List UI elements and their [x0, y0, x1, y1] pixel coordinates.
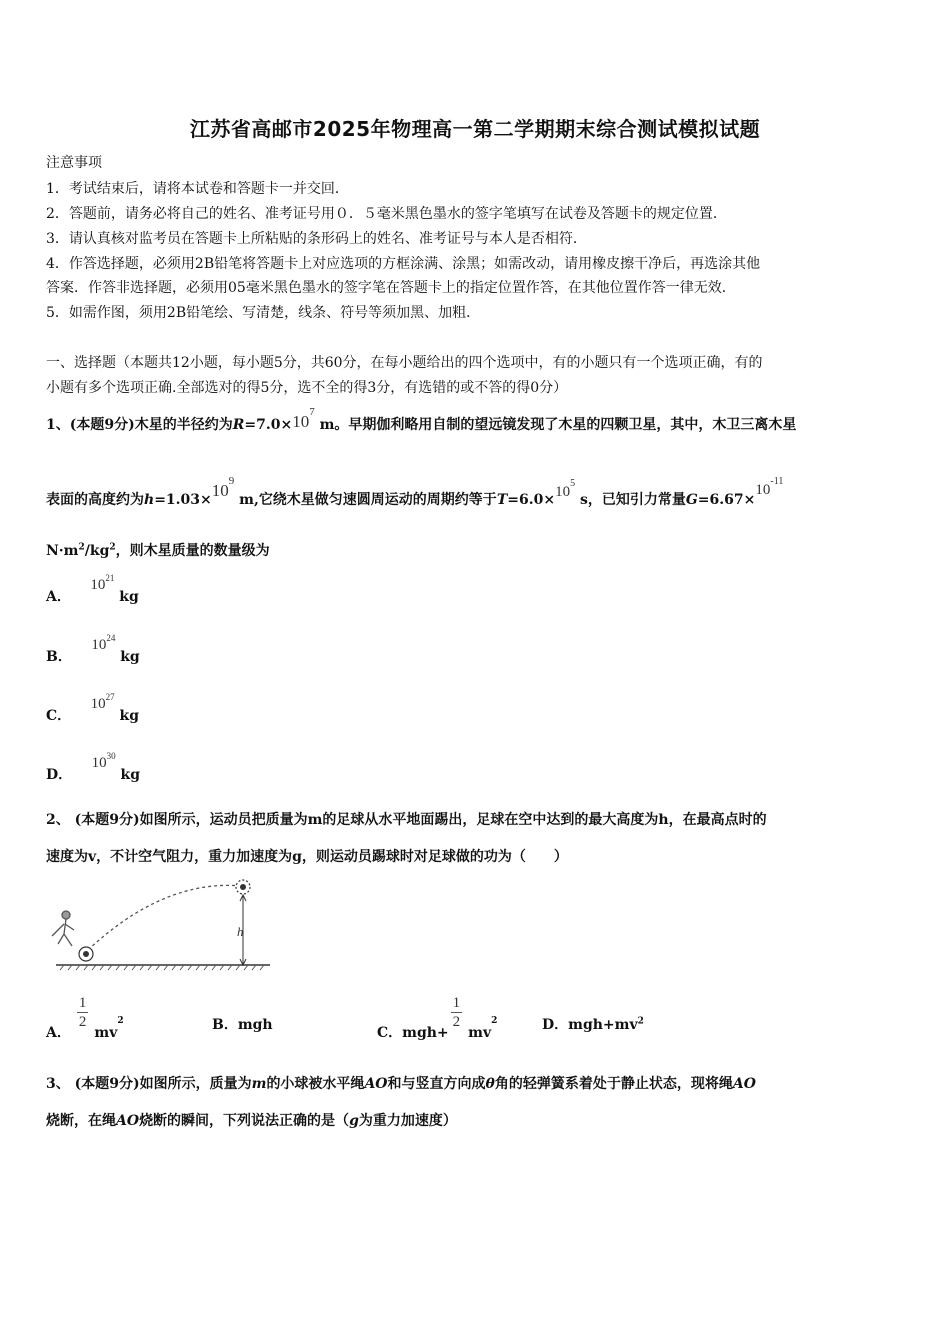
q2-option-d[interactable]: D．$mgh+mv^2$: [542, 1016, 644, 1033]
notice-item-3: 3．请认真核对监考员在答题卡上所粘贴的条形码上的姓名、准考证号与本人是否相符．: [46, 231, 587, 247]
height-label: h: [237, 924, 244, 939]
notice-item-5: 5．如需作图，须用2B铅笔绘、写清楚，线条、符号等须加黑、加粗．: [46, 305, 481, 321]
q1-option-a-base: 10: [90, 577, 106, 593]
q2-option-a[interactable]: A． $\frac{1}{2}$ $mv^2$: [46, 995, 124, 1041]
q1-option-b[interactable]: B． $10^{24}$ kg: [46, 633, 140, 665]
q2-line2: 速度为v，不计空气阻力，重力加速度为g，则运动员踢球时对足球做的功为（ ）: [46, 849, 568, 865]
q1-line2: 表面的高度约为$h=1.03\times 10^9$ m,它绕木星做匀速圆周运动的周期约等于$T=6.0\times 10^5$ s，已知引力常量$G=6.67\times 10^{-11}$: [46, 475, 784, 508]
section-header-line2: 小题有多个选项正确.全部选对的得5分，选不全的得3分，有选错的或不答的得0分）: [46, 380, 568, 396]
q1-line3: $N\cdot m^2/kg^2$，则木星质量的数量级为: [46, 542, 270, 559]
page-title: 江苏省高邮市2025年物理高一第二学期期末综合测试模拟试题: [189, 117, 761, 141]
q2-line1: 2、 (本题9分)如图所示，运动员把质量为m的足球从水平地面踢出，足球在空中达到的最大高度为h，在最高点时的: [46, 812, 767, 828]
notice-item-2: 2．答题前，请务必将自己的姓名、准考证号用０．５毫米黑色墨水的签字笔填写在试卷及答题卡的规定位置．: [46, 206, 727, 222]
q1-option-d[interactable]: D． $10^{30}$ kg: [46, 751, 141, 783]
q2-figure: [44, 874, 276, 974]
q1-option-c[interactable]: C． $10^{27}$ kg: [46, 692, 140, 724]
q3-line1: 3、 (本题9分)如图所示，质量为m的小球被水平绳AO和与竖直方向成θ角的轻弹簧系着处于静止状态，现将绳AO: [46, 1076, 756, 1092]
athlete-figure: [52, 911, 74, 946]
notice-heading: 注意事项: [46, 155, 102, 171]
q1-line1: 1、(本题9分)木星的半径约为$R=7.0\times 10^7$ m。早期伽利略用自制的望远镜发现了木星的四颗卫星，其中，木卫三离木星: [46, 406, 797, 433]
notice-item-4-cont: 答案．作答非选择题，必须用05毫米黑色墨水的签字笔在答题卡上的指定位置作答，在其他位置作答一律无效．: [46, 280, 736, 296]
notice-item-1: 1．考试结束后，请将本试卷和答题卡一并交回．: [46, 181, 349, 197]
section-header-line1: 一、选择题（本题共12小题，每小题5分，共60分，在每小题给出的四个选项中，有的小题只有一个选项正确，有的: [46, 355, 763, 371]
q1-option-a[interactable]: A． $10^{21}$ kg: [46, 573, 139, 605]
notice-item-4: 4．作答选择题，必须用2B铅笔将答题卡上对应选项的方框涂满、涂黑；如需改动，请用橡皮擦干净后，再选涂其他: [46, 256, 761, 272]
q3-line2: 烧断，在绳AO烧断的瞬间，下列说法正确的是（g为重力加速度）: [46, 1113, 457, 1129]
q2-option-c[interactable]: C．mgh+ $\frac{1}{2}$ $mv^2$: [377, 995, 498, 1041]
q2-option-b[interactable]: B．mgh: [212, 1017, 273, 1033]
